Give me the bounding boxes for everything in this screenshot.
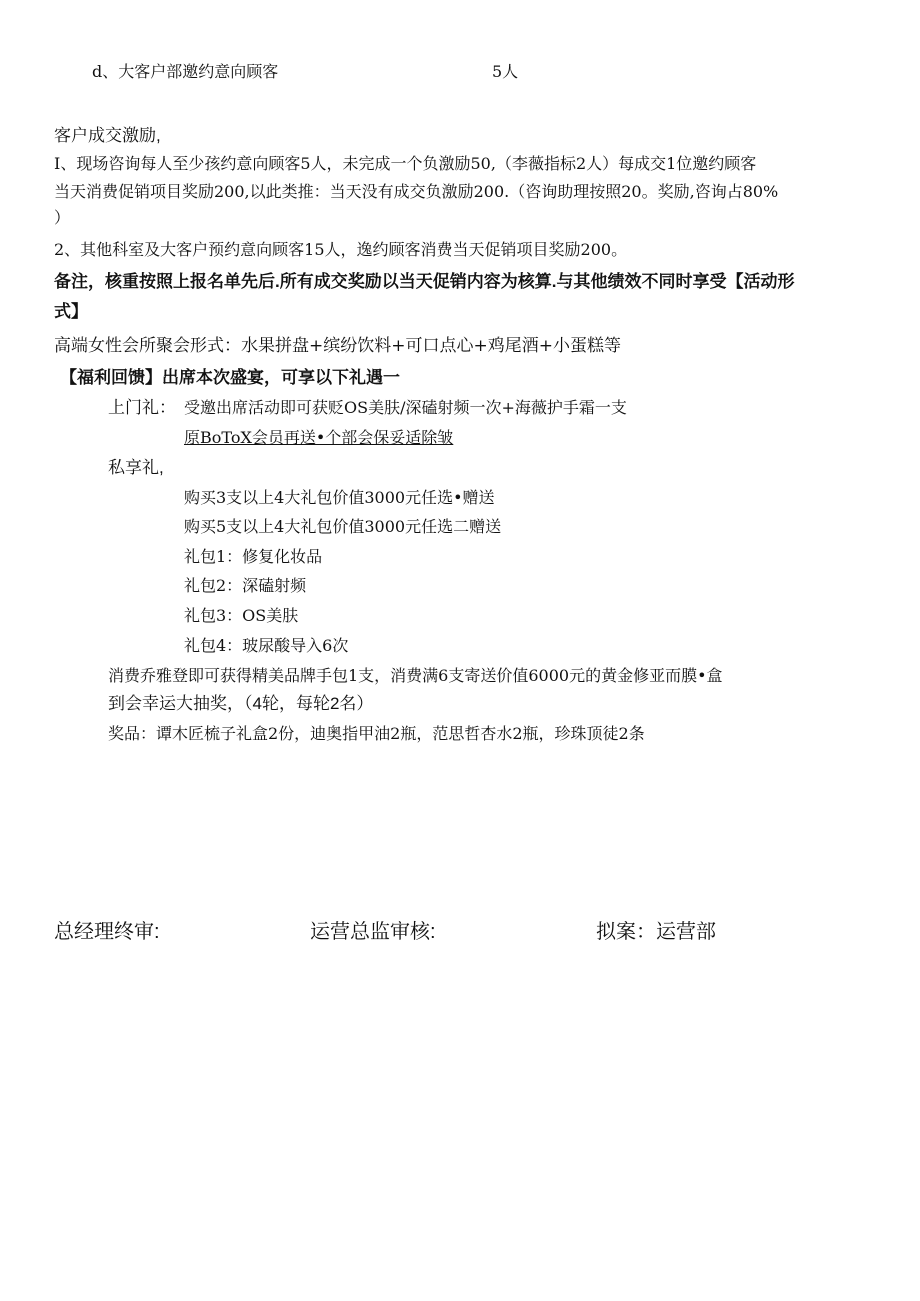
door-gift-label: 上门礼： xyxy=(108,398,176,417)
private-item-1: 购买3支以上4大礼包价值3000元任选•赠送 xyxy=(184,488,495,507)
private-gift-label: 私享礼, xyxy=(108,458,164,477)
incentive-rule1-line1: I、现场咨询每人至少孩约意向顾客5人，未完成一个负激励50,（李薇指标2人）每成交1位邀约顾客 xyxy=(54,154,757,173)
private-item-4: 礼包2：深磕射频 xyxy=(184,576,307,595)
intro-item-d-label: d、大客户部邀约意向顾客 xyxy=(92,62,279,81)
intro-item-d-count: 5人 xyxy=(492,62,519,81)
signature-ops-director: 运营总监审核: xyxy=(310,921,436,943)
incentive-title: 客户成交激励, xyxy=(54,126,161,145)
signature-drafter: 拟案：运营部 xyxy=(596,921,716,943)
private-item-3: 礼包1：修复化妆品 xyxy=(184,547,323,566)
incentive-rule1-line3: ） xyxy=(54,208,71,227)
signature-gm: 总经理终审: xyxy=(54,921,160,943)
remark-line1: 备注，核重按照上报名单先后.所有成交奖励以当天促销内容为核算.与其他绩效不同时享受【活动形 xyxy=(54,272,795,291)
incentive-rule1-line2: 当天消费促销项目奖励200,以此类推：当天没有成交负激励200.（咨询助理按照20。奖励,咨询占80% xyxy=(54,182,779,201)
welfare-title: 【福利回馈】出席本次盛宴，可享以下礼遇一 xyxy=(60,368,400,387)
remark-line2: 式】 xyxy=(54,302,88,321)
incentive-rule2: 2、其他科室及大客户预约意向顾客15人，逸约顾客消费当天促销项目奖励200。 xyxy=(54,240,628,259)
event-form: 高端女性会所聚会形式：水果拼盘+缤纷饮料+可口点心+鸡尾酒+小蛋糕等 xyxy=(54,336,621,356)
private-item-5: 礼包3：OS美肤 xyxy=(184,606,299,625)
door-gift-text: 受邀出席活动即可获贬OS美肤/深磕射频一次+海薇护手霜一支 xyxy=(184,398,627,417)
door-gift-extra: 原BoToX会员再送•个部会保妥适除皱 xyxy=(184,428,454,447)
lottery-title: 到会幸运大抽奖，（4轮，每轮2名） xyxy=(108,694,374,713)
prize-text: 奖品：谭木匠梳子礼盒2份，迪奥指甲油2瓶，范思哲杏水2瓶，珍珠顶徒2条 xyxy=(108,724,645,743)
private-item-6: 礼包4：玻尿酸导入6次 xyxy=(184,636,349,655)
private-item-2: 购买5支以上4大礼包价值3000元任选二赠送 xyxy=(184,517,502,536)
consume-text: 消费乔雅登即可获得精美品牌手包1支，消费满6支寄送价值6000元的黄金修亚而膜•盒 xyxy=(108,666,723,685)
